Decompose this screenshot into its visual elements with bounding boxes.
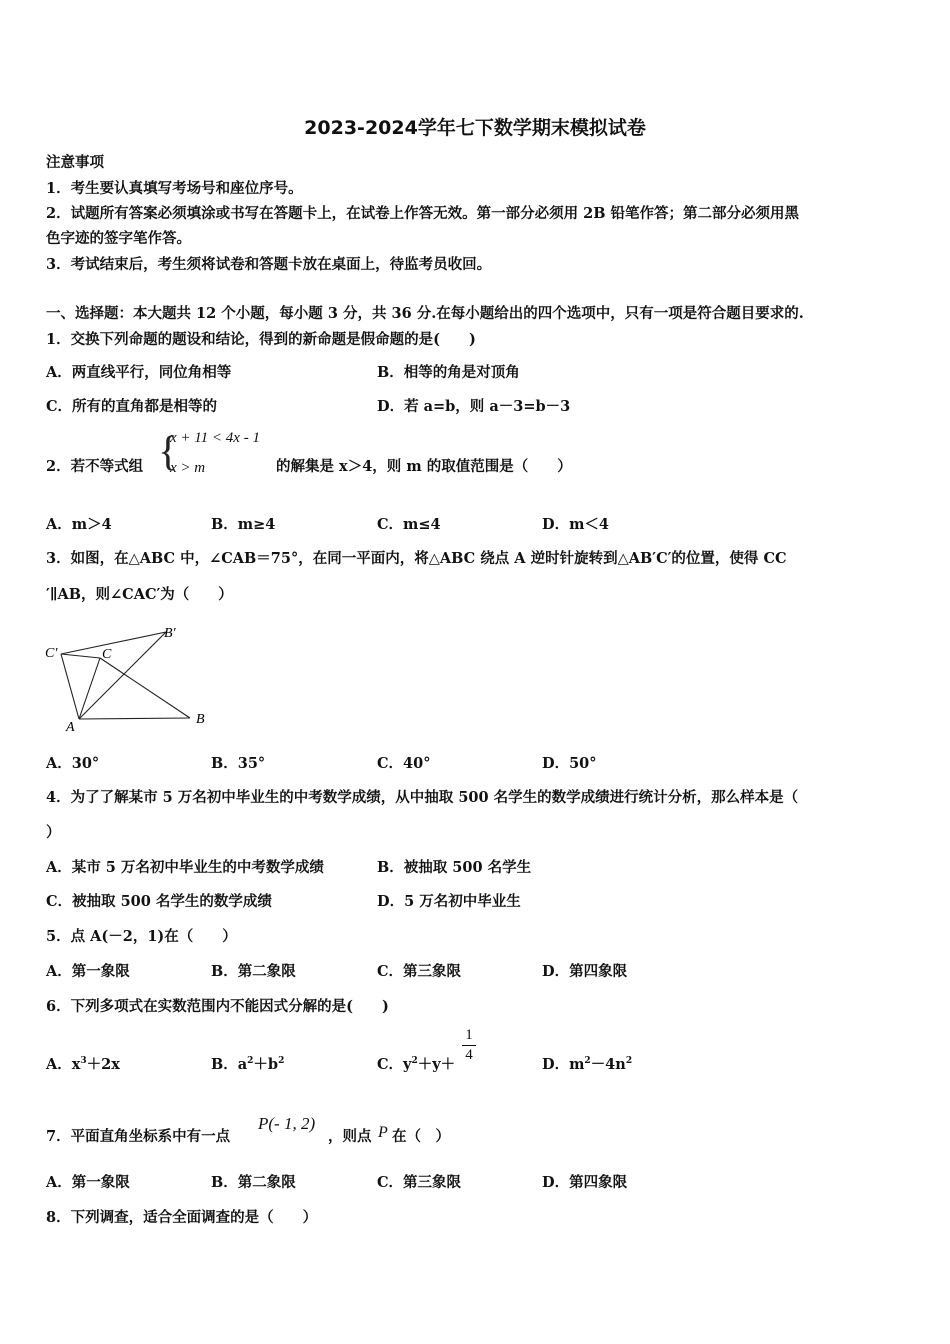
question-4-stem-line2: ） bbox=[46, 824, 61, 841]
q2-option-b: B．m≥4 bbox=[211, 516, 276, 533]
question-1-stem: 1．交换下列命题的题设和结论，得到的新命题是假命题的是( ) bbox=[46, 331, 476, 348]
q7-option-d: D．第四象限 bbox=[542, 1174, 628, 1191]
q2-option-c: C．m≤4 bbox=[377, 516, 441, 533]
label-c-prime: C′ bbox=[45, 646, 58, 661]
triangle-rotation-figure bbox=[40, 620, 220, 735]
inequality-2: x > m bbox=[170, 460, 206, 476]
question-5-stem: 5．点 A(－2，1)在（ ） bbox=[46, 928, 237, 945]
label-a: A bbox=[66, 720, 75, 735]
segment-a-b bbox=[79, 718, 190, 719]
q5-option-c: C．第三象限 bbox=[377, 963, 462, 980]
q3-option-b: B．35° bbox=[211, 755, 266, 772]
fraction-one-quarter: 1 4 bbox=[462, 1027, 476, 1064]
q4-option-c: C．被抽取 500 名学生的数学成绩 bbox=[46, 893, 272, 910]
question-2-prefix: 2．若不等式组 bbox=[46, 458, 144, 475]
q3-option-a: A．30° bbox=[46, 755, 100, 772]
q4-option-b: B．被抽取 500 名学生 bbox=[377, 859, 532, 876]
segment-c-b bbox=[100, 658, 190, 718]
q3-option-d: D．50° bbox=[542, 755, 597, 772]
segment-c-prime-b-prime bbox=[61, 632, 166, 654]
q1-option-b: B．相等的角是对顶角 bbox=[377, 364, 520, 381]
segment-a-b-prime bbox=[79, 632, 166, 719]
q6-option-b: B．$a^2+b^2$ bbox=[211, 1056, 285, 1073]
inequality-1: x + 11 < 4x - 1 bbox=[170, 430, 260, 446]
question-7-prefix: 7．平面直角坐标系中有一点 bbox=[46, 1128, 231, 1145]
question-7-suffix: 在（ ） bbox=[392, 1128, 450, 1145]
q7-option-a: A．第一象限 bbox=[46, 1174, 130, 1191]
notice-item-2: 2．试题所有答案必须填涂或书写在答题卡上，在试卷上作答无效。第一部分必须用 2B 铅笔作答；第二部分必须用黑 bbox=[46, 205, 800, 222]
notice-heading: 注意事项 bbox=[46, 154, 104, 171]
q5-option-a: A．第一象限 bbox=[46, 963, 130, 980]
q1-option-a: A．两直线平行，同位角相等 bbox=[46, 364, 232, 381]
q1-option-c: C．所有的直角都是相等的 bbox=[46, 398, 218, 415]
label-b: B bbox=[196, 712, 205, 727]
q2-option-a: A．m＞4 bbox=[46, 516, 112, 533]
q6-option-c: C．$y^2+y+$ bbox=[377, 1056, 456, 1073]
q7-option-b: B．第二象限 bbox=[211, 1174, 296, 1191]
notice-item-3: 3．考试结束后，考生须将试卷和答题卡放在桌面上，待监考员收回。 bbox=[46, 256, 492, 273]
system-brace: { bbox=[158, 429, 179, 475]
label-b-prime: B′ bbox=[164, 626, 176, 641]
question-4-stem-line1: 4．为了了解某市 5 万名初中毕业生的中考数学成绩，从中抽取 500 名学生的数学成绩进行统计分析，那么样本是（ bbox=[46, 789, 799, 806]
q4-option-a: A．某市 5 万名初中毕业生的中考数学成绩 bbox=[46, 859, 324, 876]
point-p-coordinates: P(- 1, 2) bbox=[258, 1114, 316, 1133]
section-heading: 一、选择题：本大题共 12 个小题，每小题 3 分，共 36 分.在每小题给出的四个选项中，只有一项是符合题目要求的. bbox=[46, 305, 804, 322]
question-8-stem: 8．下列调查，适合全面调查的是（ ） bbox=[46, 1209, 318, 1226]
q3-option-c: C．40° bbox=[377, 755, 431, 772]
question-3-stem-line2: ′∥AB，则∠CAC′为（ ） bbox=[46, 586, 233, 603]
q4-option-d: D．5 万名初中毕业生 bbox=[377, 893, 521, 910]
q2-option-d: D．m＜4 bbox=[542, 516, 610, 533]
question-7-mid: ，则点 bbox=[328, 1128, 372, 1145]
question-2-suffix: 的解集是 x＞4，则 m 的取值范围是（ ） bbox=[276, 458, 572, 475]
label-c: C bbox=[102, 647, 112, 662]
segment-c-a bbox=[79, 658, 100, 719]
q7-option-c: C．第三象限 bbox=[377, 1174, 462, 1191]
q5-option-d: D．第四象限 bbox=[542, 963, 628, 980]
notice-item-1: 1．考生要认真填写考场号和座位序号。 bbox=[46, 180, 303, 197]
q1-option-d: D．若 a=b，则 a－3=b－3 bbox=[377, 398, 571, 415]
question-3-stem-line1: 3．如图，在△ABC 中，∠CAB＝75°，在同一平面内，将△ABC 绕点 A 逆时针旋转到△AB′C′的位置，使得 CC bbox=[46, 550, 787, 567]
page-title: 2023-2024学年七下数学期末模拟试卷 bbox=[304, 117, 646, 139]
q5-option-b: B．第二象限 bbox=[211, 963, 296, 980]
q6-option-d: D．$m^2-4n^2$ bbox=[542, 1056, 633, 1073]
q6-option-a: A．$x^3+2x$ bbox=[46, 1056, 120, 1073]
question-6-stem: 6．下列多项式在实数范围内不能因式分解的是( ) bbox=[46, 998, 389, 1015]
point-p-label: P bbox=[378, 1124, 388, 1141]
segment-c-prime-c bbox=[61, 654, 100, 658]
segment-c-prime-a bbox=[61, 654, 79, 719]
notice-item-2-cont: 色字迹的签字笔作答。 bbox=[46, 230, 191, 247]
